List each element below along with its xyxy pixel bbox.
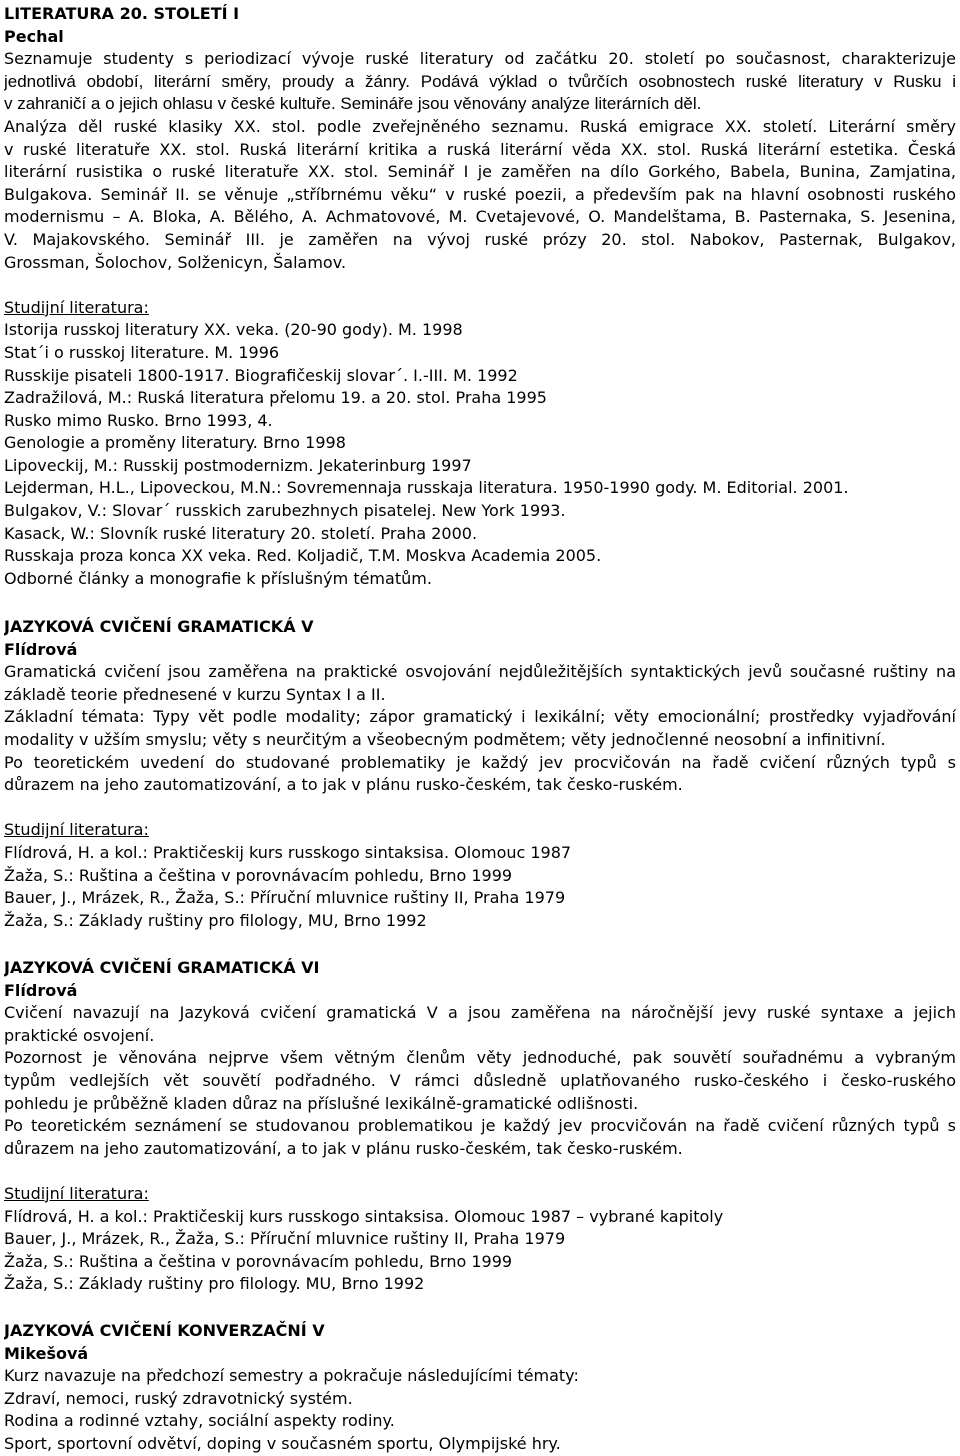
paragraph-line: Bulgakova. Seminář II. se věnuje „stříbrnému věku“ v ruské poezii, a především pak na hlavní osobnosti ruského: [4, 184, 956, 204]
study-literature-label: Studijní literatura:: [4, 820, 149, 840]
reference-item: Rusko mimo Rusko. Brno 1993, 4.: [4, 410, 273, 430]
paragraph-line: Pozornost je věnována nejprve všem větným členům věty jednoduché, pak souvětí souřadnému a vybraným: [4, 1048, 956, 1068]
spacer: [4, 1160, 956, 1183]
reference-item: Russkije pisateli 1800-1917. Biografičeskij slovar´. I.-III. M. 1992: [4, 365, 518, 385]
paragraph-line: modernismu – A. Bloka, A. Bělého, A. Achmatovové, M. Cvetajevové, O. Mandelštama, B. Pasternaka, S. Jesenina,: [4, 207, 956, 227]
section-gramaticka-vi: [4, 957, 956, 1296]
reference-item: Stat´i o russkoj literature. M. 1996: [4, 342, 280, 362]
reference-item: Bauer, J., Mrázek, R., Žaža, S.: Příruční mluvnice ruštiny II, Praha 1979: [4, 1229, 566, 1249]
reference-item: Flídrová, H. a kol.: Praktičeskij kurs russkogo sintaksisa. Olomouc 1987: [4, 842, 572, 862]
reference-item: Odborné články a monografie k příslušným tématům.: [4, 568, 432, 588]
paragraph-line: Seznamuje studenty s periodizací vývoje ruské literatury od začátku 20. století po současnost, charakterizuje: [4, 49, 956, 69]
reference-item: Bauer, J., Mrázek, R., Žaža, S.: Příruční mluvnice ruštiny II, Praha 1979: [4, 888, 566, 908]
paragraph-line: Po teoretickém seznámení se studovanou problematikou je každý jev procvičován na řadě cvičení různých typů s: [4, 1116, 956, 1136]
section-teacher: Mikešová: [4, 1343, 89, 1363]
paragraph-line: Grossman, Šolochov, Solženicyn, Šalamov.: [4, 252, 347, 272]
paragraph-line: Gramatická cvičení jsou zaměřena na praktické osvojování nejdůležitějších syntaktických jevů současné ruštiny na: [4, 662, 956, 682]
paragraph-line: praktické osvojení.: [4, 1025, 155, 1045]
paragraph-line: typům vedlejších vět souvětí podřadného. V rámci důsledně uplatňovaného rusko-českého i česko-ruského: [4, 1070, 956, 1090]
section-literatura: [4, 3, 956, 590]
reference-item: Žaža, S.: Ruština a čeština v porovnávacím pohledu, Brno 1999: [4, 1251, 513, 1271]
paragraph-line: Analýza děl ruské klasiky XX. stol. podle zveřejněného seznamu. Ruská emigrace XX. století. Literární směry: [4, 116, 956, 136]
paragraph-line: V. Majakovského. Seminář III. je zaměřen na vývoj ruské prózy 20. stol. Nabokov, Pasternak, Bulgakov,: [4, 229, 956, 249]
reference-item: Zadražilová, M.: Ruská literatura přelomu 19. a 20. stol. Praha 1995: [4, 388, 547, 408]
section-konverzacni-v: [4, 1320, 956, 1456]
section-gramaticka-v: [4, 616, 956, 932]
paragraph-line: Základní témata: Typy vět podle modality; zápor gramatický i lexikální; věty emocionální; prostředky vyjadřování: [4, 707, 956, 727]
paragraph-line: pohledu je průběžně kladen důraz na příslušné lexikálně-gramatické odlišnosti.: [4, 1093, 639, 1113]
reference-item: Lejderman, H.L., Lipoveckou, M.N.: Sovremennaja russkaja literatura. 1950-1990 gody. M. Editorial. 2001.: [4, 478, 849, 498]
reference-item: Lipoveckij, M.: Russkij postmodernizm. Jekaterinburg 1997: [4, 455, 472, 475]
section-title: JAZYKOVÁ CVIČENÍ GRAMATICKÁ VI: [4, 958, 320, 977]
reference-item: Žaža, S.: Ruština a čeština v porovnávacím pohledu, Brno 1999: [4, 865, 513, 885]
paragraph-line: základě teorie přednesené v kurzu Syntax I a II.: [4, 684, 386, 704]
paragraph-line: v ruské literatuře XX. stol. Ruská literární kritika a ruská literární věda XX. stol. Ruská literární estetika. Česká: [4, 139, 956, 159]
reference-item: Žaža, S.: Základy ruštiny pro filology. MU, Brno 1992: [4, 1274, 425, 1294]
section-title: JAZYKOVÁ CVIČENÍ KONVERZAČNÍ V: [4, 1321, 325, 1340]
paragraph-line: Cvičení navazují na Jazyková cvičení gramatická V a jsou zaměřena na náročnější jevy ruské syntaxe a jejich: [4, 1003, 956, 1023]
paragraph-line: jednotlivá období, literární směry, proudy a žánry. Podává výklad o tvůrčích osobnostech ruské literatury v Rusku i: [4, 71, 956, 91]
reference-item: Genologie a proměny literatury. Brno 1998: [4, 433, 346, 453]
paragraph-line: Sport, sportovní odvětví, doping v současném sportu, Olympijské hry.: [4, 1433, 561, 1453]
reference-item: Žaža, S.: Základy ruštiny pro filology, MU, Brno 1992: [4, 910, 427, 930]
paragraph-line: Rodina a rodinné vztahy, sociální aspekty rodiny.: [4, 1411, 395, 1431]
spacer: [4, 274, 956, 297]
reference-item: Flídrová, H. a kol.: Praktičeskij kurs russkogo sintaksisa. Olomouc 1987 – vybrané kapitoly: [4, 1206, 724, 1226]
paragraph-line: Zdraví, nemoci, ruský zdravotnický systém.: [4, 1388, 353, 1408]
spacer: [4, 797, 956, 820]
section-title: LITERATURA 20. STOLETÍ I: [4, 4, 240, 23]
study-literature-label: Studijní literatura:: [4, 297, 149, 317]
reference-item: Bulgakov, V.: Slovar´ russkich zarubezhnych pisatelej. New York 1993.: [4, 501, 566, 521]
study-literature-label: Studijní literatura:: [4, 1183, 149, 1203]
paragraph-line: Kurz navazuje na předchozí semestry a pokračuje následujícími tématy:: [4, 1366, 579, 1386]
paragraph-line: v zahraničí a o jejich ohlasu v české kultuře. Semináře jsou věnovány analýze literárních děl.: [4, 94, 702, 114]
section-teacher: Flídrová: [4, 980, 78, 1000]
paragraph-line: modality v užším smyslu; věty s neurčitým a všeobecným podmětem; věty jednočlenné neosobní a infinitivní.: [4, 729, 886, 749]
reference-item: Istorija russkoj literatury XX. veka. (20-90 gody). M. 1998: [4, 320, 463, 340]
paragraph-line: důrazem na jeho zautomatizování, a to jak v plánu rusko-českém, tak česko-ruském.: [4, 1138, 683, 1158]
section-teacher: Pechal: [4, 26, 64, 46]
reference-item: Kasack, W.: Slovník ruské literatury 20. století. Praha 2000.: [4, 523, 478, 543]
reference-item: Russkaja proza konca XX veka. Red. Koljadič, T.M. Moskva Academia 2005.: [4, 546, 602, 566]
paragraph-line: důrazem na jeho zautomatizování, a to jak v plánu rusko-českém, tak česko-ruském.: [4, 775, 683, 795]
section-title: JAZYKOVÁ CVIČENÍ GRAMATICKÁ V: [4, 617, 314, 636]
paragraph-line: literární rusistika o ruské literatuře XX. stol. Seminář I je zaměřen na dílo Gorkého, Babela, Bunina, Zamjatina,: [4, 162, 956, 182]
section-teacher: Flídrová: [4, 639, 78, 659]
paragraph-line: Po teoretickém uvedení do studované problematiky je každý jev procvičován na řadě cvičení různých typů s: [4, 752, 956, 772]
